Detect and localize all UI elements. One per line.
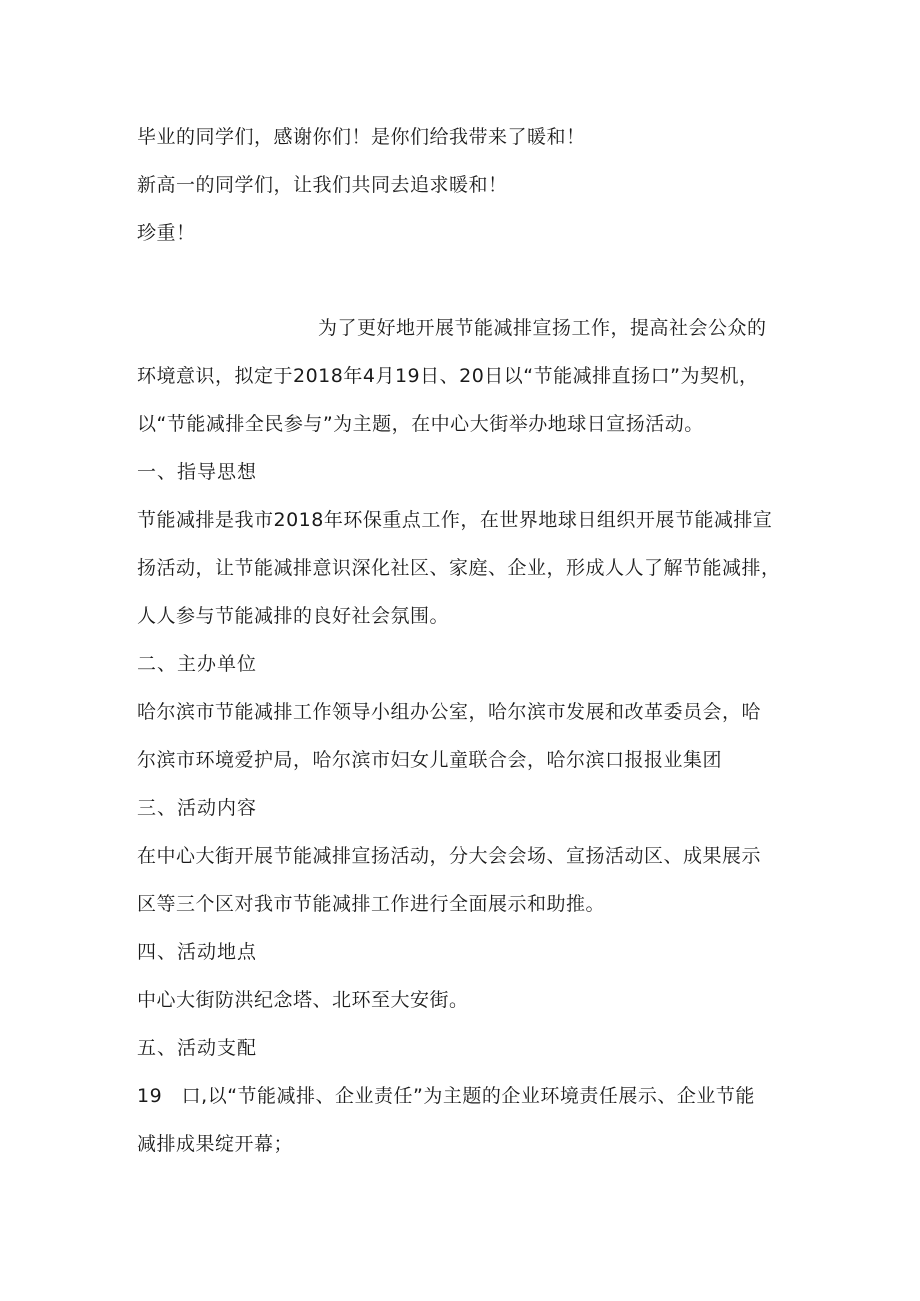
section-1-line-2: 扬活动，让节能减排意识深化社区、家庭、企业，形成人人了解节能减排， <box>137 557 781 579</box>
section-5-line-1: 19 口,以“节能减排、企业责任”为主题的企业环境责任展示、企业节能 <box>137 1085 755 1107</box>
closing-line-3: 珍重！ <box>137 222 196 244</box>
section-3-line-1: 在中心大街开展节能减排宣扬活动，分大会会场、宣扬活动区、成果展示 <box>137 845 762 867</box>
section-2-line-2: 尔滨市环境爱护局，哈尔滨市妇女儿童联合会，哈尔滨口报报业集团 <box>137 749 723 771</box>
section-2-line-1: 哈尔滨市节能减排工作领导小组办公室，哈尔滨市发展和改革委员会，哈 <box>137 701 762 723</box>
intro-line-2: 环境意识，拟定于2018年4月19日、20日以“节能减排直扬口”为契机， <box>137 365 759 387</box>
intro-line-3: 以“节能减排全民参与”为主题，在中心大街举办地球日宣扬活动。 <box>137 413 704 435</box>
section-1-line-3: 人人参与节能减排的良好社会氛围。 <box>137 605 450 627</box>
section-5-line-2: 减排成果绽开幕； <box>137 1133 294 1155</box>
section-heading-organizers: 二、主办单位 <box>137 653 258 675</box>
section-heading-schedule: 五、活动支配 <box>137 1037 258 1059</box>
section-heading-location: 四、活动地点 <box>137 941 258 963</box>
closing-line-2: 新高一的同学们，让我们共同去追求暖和！ <box>137 174 508 196</box>
section-3-line-2: 区等三个区对我市节能减排工作进行全面展示和助推。 <box>137 893 606 915</box>
intro-line-1: 为了更好地开展节能减排宣扬工作，提高社会公众的 <box>318 317 767 339</box>
section-1-line-1: 节能减排是我市2018年环保重点工作，在世界地球日组织开展节能减排宣 <box>137 509 773 531</box>
section-heading-activity-content: 三、活动内容 <box>137 797 258 819</box>
section-4-line-1: 中心大街防洪纪念塔、北环至大安街。 <box>137 989 469 1011</box>
closing-line-1: 毕业的同学们，感谢你们！是你们给我带来了暖和！ <box>137 126 586 148</box>
section-heading-guiding-ideology: 一、指导思想 <box>137 461 258 483</box>
